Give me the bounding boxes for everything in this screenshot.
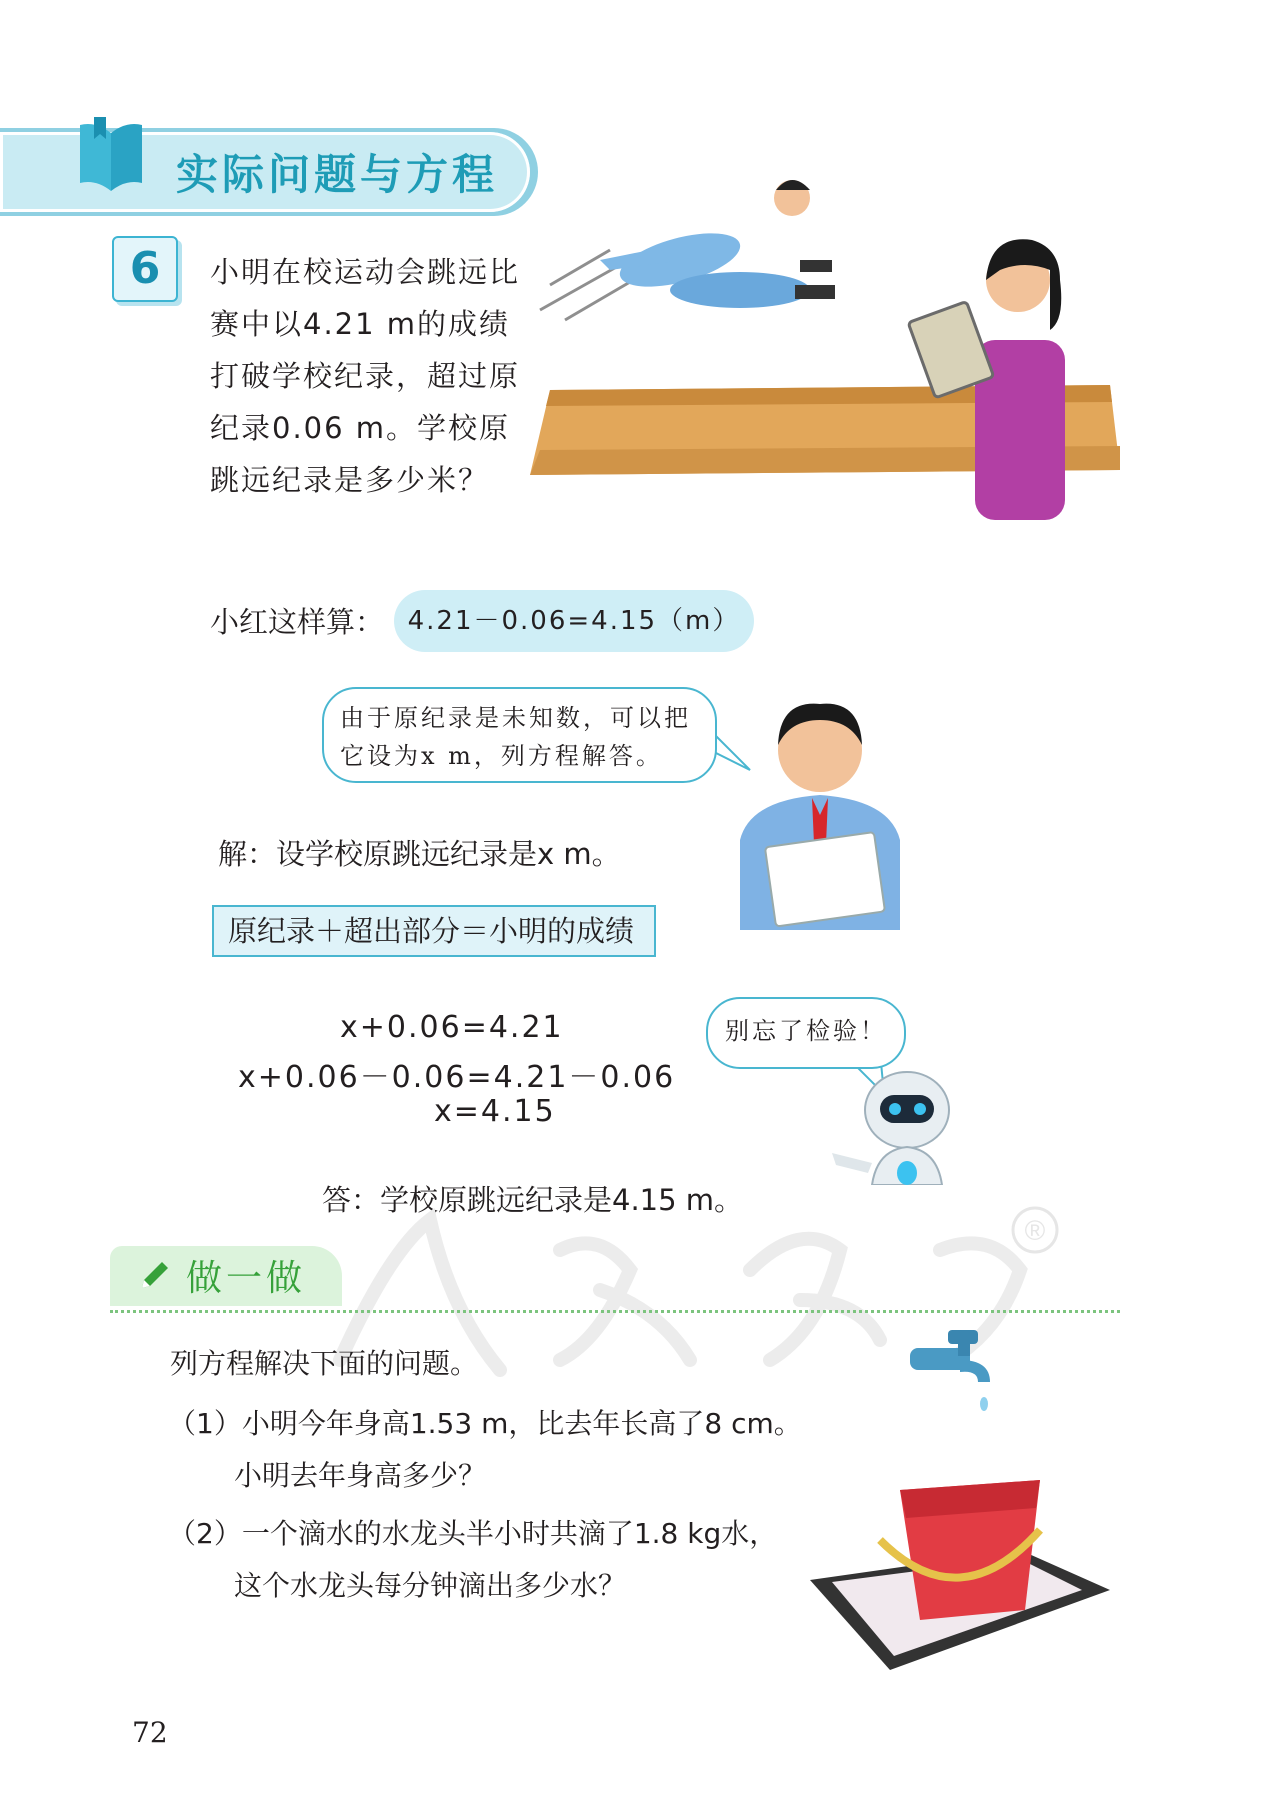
question-1-line1: 小明今年身高1.53 m，比去年长高了8 cm。	[241, 1407, 802, 1440]
solution-answer: 答：学校原跳远纪录是4.15 m。	[322, 1183, 744, 1217]
boy-reading-illustration	[720, 690, 920, 930]
example-problem-text: 小明在校运动会跳远比赛中以4.21 m的成绩打破学校纪录，超过原纪录0.06 m。学校原跳远纪录是多少米？	[210, 255, 521, 497]
jumping-boy-illustration	[600, 180, 835, 308]
pencil-icon	[134, 1256, 174, 1296]
svg-text:®: ®	[1024, 1215, 1046, 1246]
equation-line-2: x+0.06－0.06=4.21－0.06	[238, 1060, 676, 1095]
question-2-line1: 一个滴水的水龙头半小时共滴了1.8 kg水，	[241, 1517, 778, 1550]
robot-speech-bubble: 别忘了检验！	[706, 997, 906, 1069]
practice-title: 做一做	[186, 1258, 307, 1299]
equation-line-3: x=4.15	[434, 1094, 556, 1129]
quantity-relation-box: 原纪录＋超出部分＝小明的成绩	[212, 905, 656, 957]
boy-speech-bubble	[322, 687, 717, 783]
question-1-number: （1）	[168, 1407, 242, 1440]
book-icon	[78, 117, 144, 193]
example-number-badge: 6	[112, 236, 178, 302]
section-title: 实际问题与方程	[176, 150, 499, 199]
question-1-line2: 小明去年身高多少？	[234, 1459, 487, 1492]
question-2-line2: 这个水龙头每分钟滴出多少水？	[234, 1569, 627, 1602]
practice-question-2	[168, 1508, 777, 1612]
robot-illustration	[832, 1055, 962, 1185]
bucket-tray-illustration	[810, 1470, 1110, 1680]
solution-setup: 解：设学校原跳远纪录是x m。	[218, 837, 621, 871]
question-2-number: （2）	[168, 1517, 242, 1550]
faucet-illustration	[910, 1320, 1010, 1420]
practice-intro: 列方程解决下面的问题。	[170, 1347, 479, 1380]
boy-speech-line2: 它设为x m，列方程解答。	[340, 742, 663, 770]
boy-speech-line1: 由于原纪录是未知数，可以把	[340, 704, 691, 732]
long-jump-illustration	[520, 170, 1140, 520]
equation-line-1: x+0.06=4.21	[340, 1010, 564, 1045]
dotted-divider	[110, 1310, 1120, 1313]
xiaohong-label: 小红这样算：	[210, 605, 385, 639]
girl-recorder-illustration	[908, 239, 1065, 520]
xiaohong-calculation: 4.21－0.06=4.15（m）	[394, 590, 754, 652]
practice-question-1	[168, 1398, 802, 1502]
page-number: 72	[132, 1716, 168, 1749]
